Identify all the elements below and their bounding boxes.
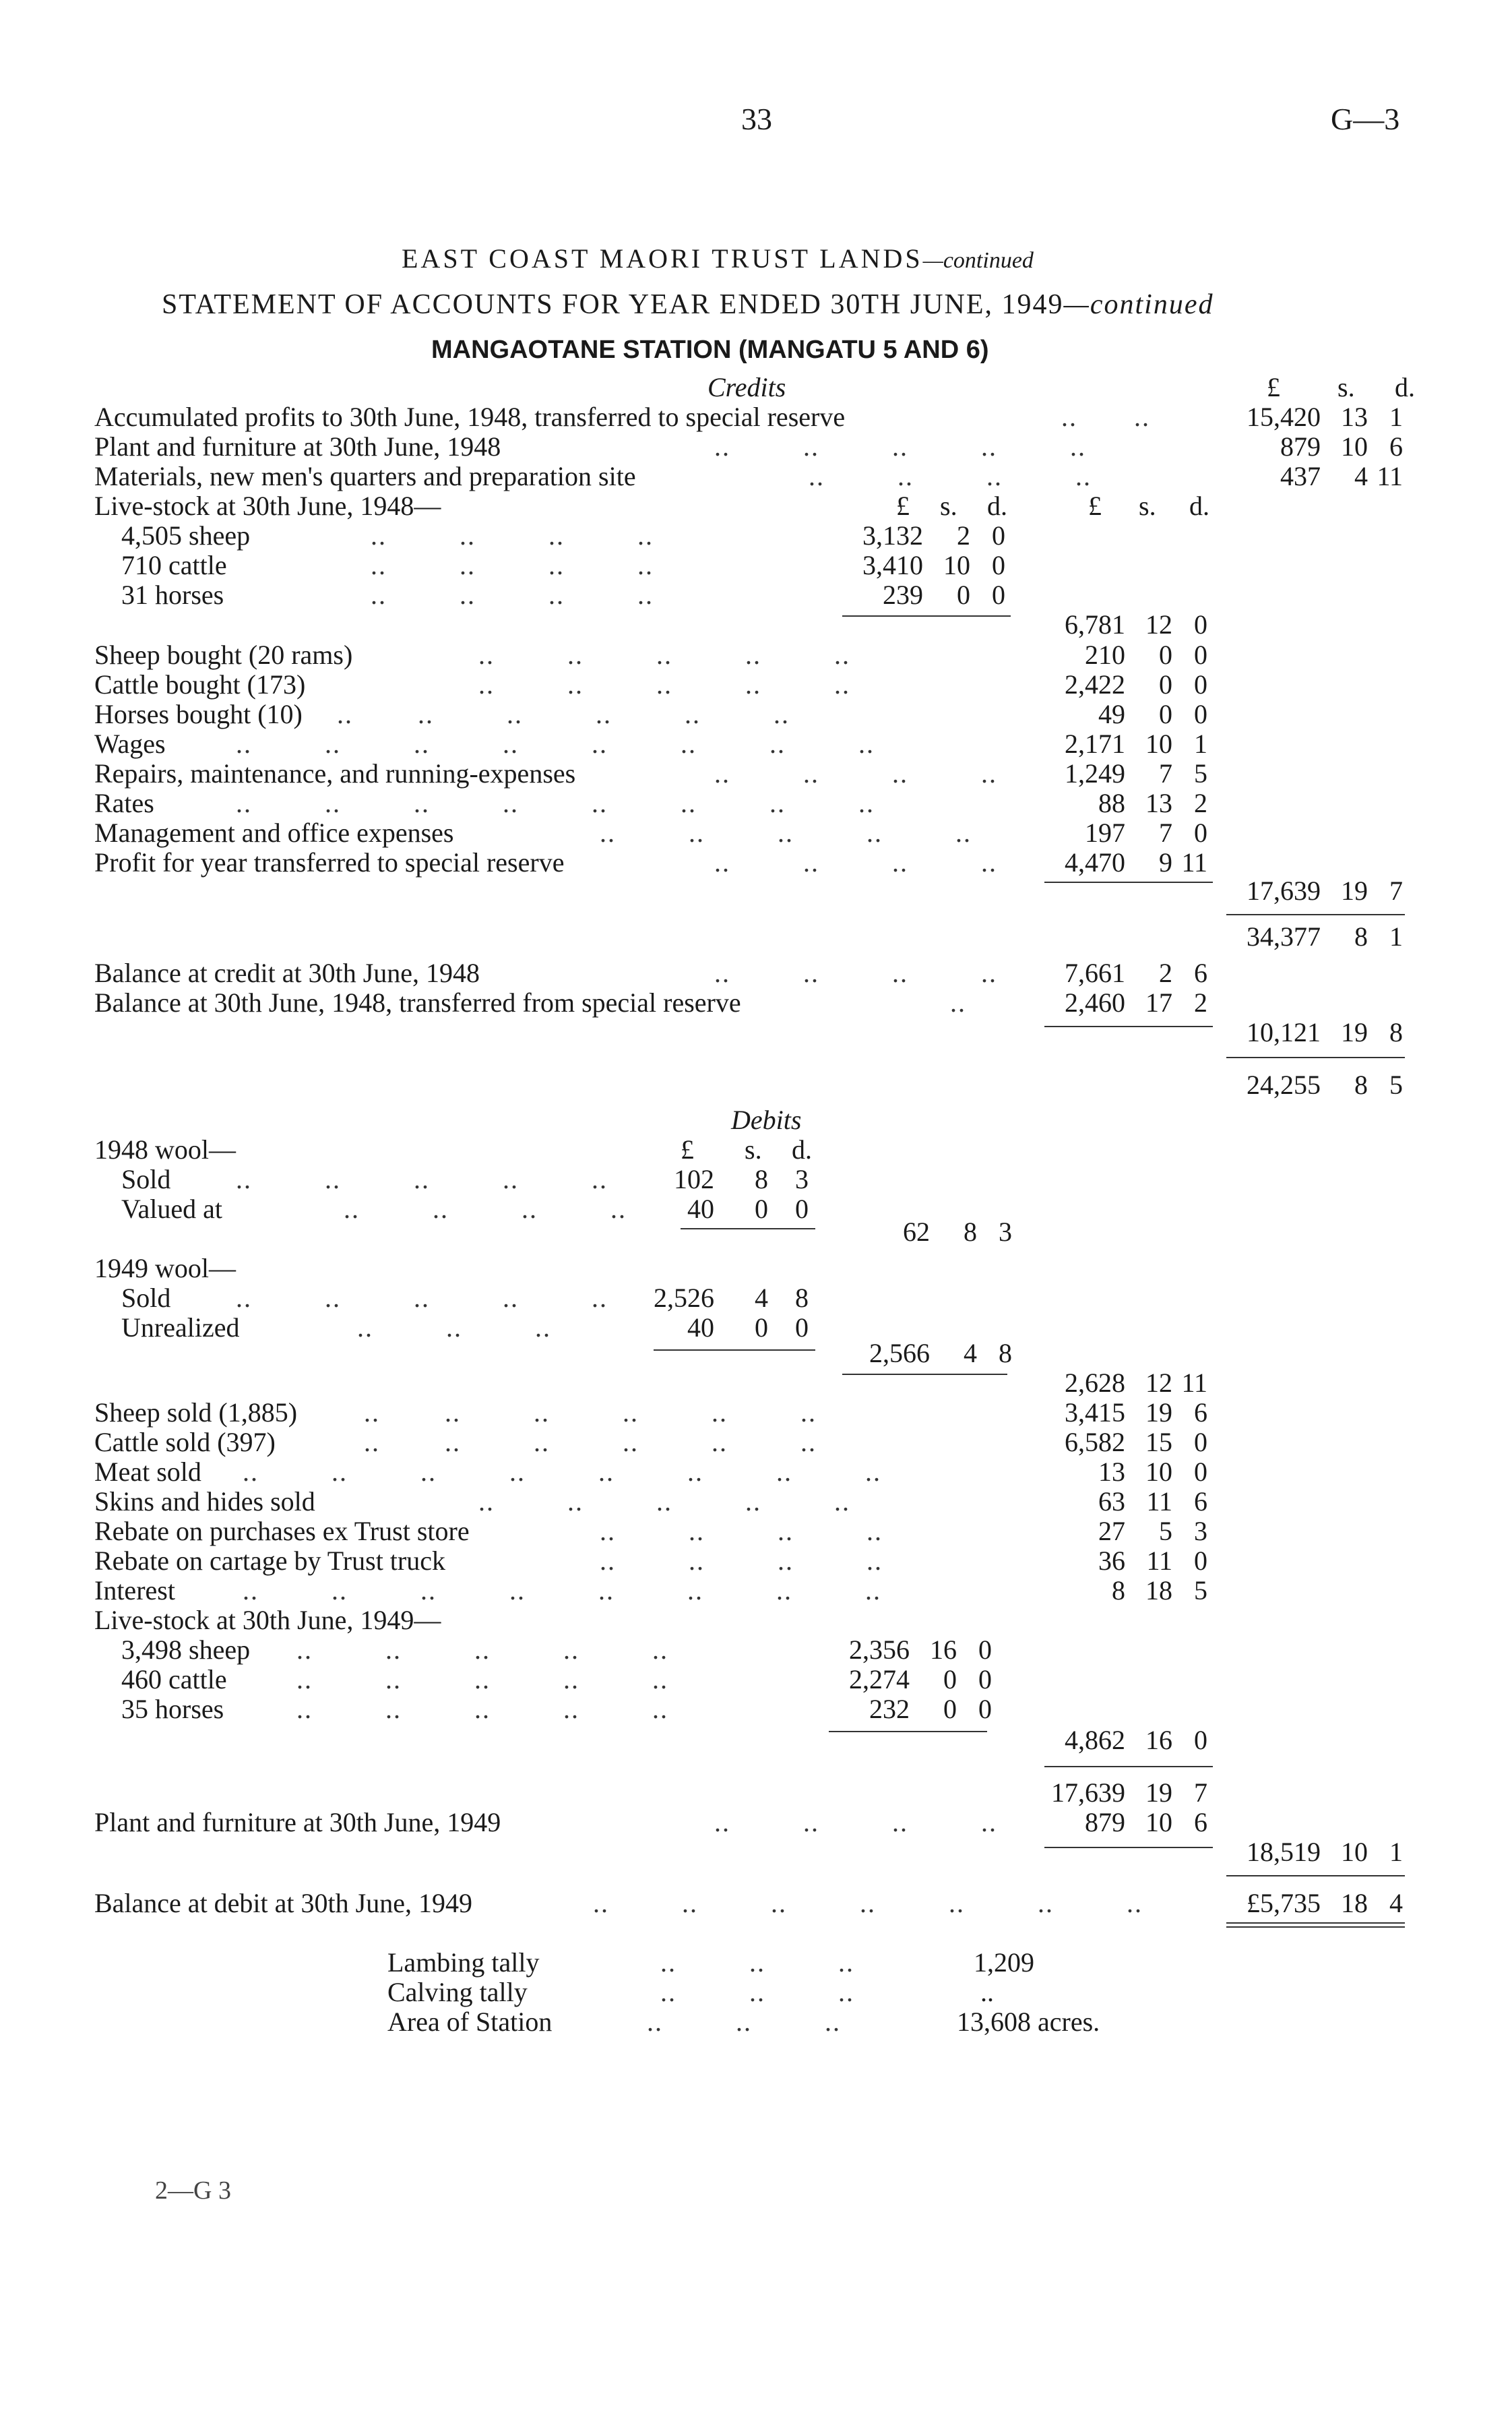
credit-materials-label: Materials, new men's quarters and preparation site (94, 461, 636, 491)
debit-item-shillings: 10 (1145, 1457, 1172, 1487)
credit-item-shillings: 0 (1159, 699, 1172, 729)
balance-credit-label: Balance at credit at 30th June, 1948 (94, 958, 480, 988)
debit-item-label: Cattle sold (397) (94, 1427, 276, 1457)
debit-wool-total-pence: 11 (1181, 1368, 1207, 1398)
credit-item-pence: 0 (1194, 699, 1207, 729)
station-title: MANGAOTANE STATION (MANGATU 5 AND 6) (431, 336, 989, 364)
leader-dots: .. .. .. (660, 1947, 854, 1978)
debit-wool-shillings: 0 (755, 1312, 768, 1343)
leader-dots: .. .. .. .. (714, 758, 997, 789)
debit-wool-item: Sold (121, 1164, 171, 1194)
debit-item-pence: 6 (1194, 1486, 1207, 1517)
leader-dots: .. .. .. .. .. (296, 1664, 668, 1694)
debit-plant-pounds: 879 (1085, 1807, 1125, 1837)
credit-grand-pence: 1 (1389, 921, 1403, 952)
total-rule (1226, 1057, 1405, 1058)
debit-item-label: Sheep sold (1,885) (94, 1397, 298, 1428)
double-rule-top (1226, 1922, 1405, 1924)
debit-item-pence: 0 (1194, 1457, 1207, 1487)
credit-livestock-item: 4,505 sheep (121, 520, 251, 551)
leader-dots: .. .. (1061, 402, 1150, 432)
debit-livestock-label: Live-stock at 30th June, 1949— (94, 1605, 441, 1635)
subtotal-rule (1044, 1026, 1213, 1027)
credit-grand-pounds: 34,377 (1247, 921, 1321, 952)
debit-item-label: Rebate on purchases ex Trust store (94, 1516, 470, 1546)
debit-livestock-shillings: 16 (930, 1634, 957, 1665)
debit-item-pence: 5 (1194, 1575, 1207, 1606)
credit-item-pounds: 1,249 (1065, 758, 1125, 789)
sub-pence-header: d. (987, 491, 1007, 521)
credit-item-pence: 1 (1194, 729, 1207, 759)
leader-dots: .. .. .. .. .. (478, 1486, 850, 1517)
debit-item-label: Skins and hides sold (94, 1486, 315, 1517)
credit-item-label: Profit for year transferred to special reserve (94, 847, 565, 878)
debit-wool1949-total-pence: 8 (999, 1338, 1012, 1368)
credit-plant-shillings: 10 (1341, 431, 1368, 462)
subtotal-rule (842, 1374, 1007, 1375)
credit-livestock-shillings: 2 (957, 520, 970, 551)
leader-dots: .. .. .. .. .. (296, 1694, 668, 1724)
main-title: EAST COAST MAORI TRUST LANDS—continued (402, 243, 1034, 274)
credit-item-pounds: 4,470 (1065, 847, 1125, 878)
subtotal-rule (1044, 882, 1213, 883)
balance-transfer-pounds: 2,460 (1065, 987, 1125, 1018)
debit-item-pounds: 6,582 (1065, 1427, 1125, 1457)
credit-item-label: Sheep bought (20 rams) (94, 640, 353, 670)
subtotal-rule (681, 1228, 815, 1229)
credit-item-label: Cattle bought (173) (94, 669, 306, 700)
debit-livestock-shillings: 0 (943, 1664, 957, 1694)
credit-item-pence: 0 (1194, 818, 1207, 848)
debit-subtotal-pounds: 17,639 (1051, 1777, 1125, 1808)
debit-plant-total-pounds: 18,519 (1247, 1837, 1321, 1867)
col-pence-header: d. (1395, 372, 1415, 402)
debit-item-shillings: 18 (1145, 1575, 1172, 1606)
credit-accumulated-shillings: 13 (1341, 402, 1368, 432)
wool-pound-header: £ (681, 1134, 694, 1165)
credit-item-pence: 5 (1194, 758, 1207, 789)
tally-label: Calving tally (387, 1977, 528, 2007)
tally-value: 13,608 acres. (957, 2007, 1100, 2037)
debit-wool-pounds: 2,526 (654, 1283, 714, 1313)
leader-dots: .. .. .. .. (371, 520, 654, 551)
credit-item-shillings: 7 (1159, 818, 1172, 848)
credit-item-shillings: 9 (1159, 847, 1172, 878)
leader-dots: .. .. .. .. (809, 461, 1092, 491)
debit-wool-total-pounds: 2,628 (1065, 1368, 1125, 1398)
credit-livestock-pence: 0 (992, 580, 1005, 610)
subtotal-rule (1044, 1766, 1213, 1767)
debit-wool-pence: 0 (795, 1312, 809, 1343)
debit-item-pounds: 36 (1098, 1546, 1125, 1576)
credit-item-shillings: 13 (1145, 788, 1172, 818)
leader-dots: .. .. .. .. .. (714, 431, 1086, 462)
footer-signature: 2—G 3 (155, 2176, 231, 2205)
debit-item-pounds: 27 (1098, 1516, 1125, 1546)
leader-dots: .. .. .. .. .. .. (364, 1397, 817, 1428)
credit-plant-label: Plant and furniture at 30th June, 1948 (94, 431, 501, 462)
credit-materials-pounds: 437 (1280, 461, 1321, 491)
leader-dots: .. .. .. .. (600, 1516, 883, 1546)
debit-wool-pence: 0 (795, 1194, 809, 1224)
credit-item-shillings: 10 (1145, 729, 1172, 759)
col-shilling-header: s. (1337, 372, 1355, 402)
debit-livestock-total-shillings: 16 (1145, 1725, 1172, 1755)
leader-dots: .. .. .. .. (714, 958, 997, 988)
debit-wool-item: Sold (121, 1283, 171, 1313)
debit-wool1948-label: 1948 wool— (94, 1134, 236, 1165)
credit-item-pence: 0 (1194, 640, 1207, 670)
wool-pence-header: d. (792, 1134, 812, 1165)
credit-livestock-item: 31 horses (121, 580, 224, 610)
debit-plant-pence: 6 (1194, 1807, 1207, 1837)
credit-item-pounds: 2,422 (1065, 669, 1125, 700)
leader-dots: .. .. .. .. .. (236, 1164, 608, 1194)
debit-wool1949-total-shillings: 4 (964, 1338, 977, 1368)
debit-wool-total-shillings: 12 (1145, 1368, 1172, 1398)
credit-item-pounds: 49 (1098, 699, 1125, 729)
debit-item-label: Interest (94, 1575, 175, 1606)
tally-value: 1,209 (974, 1947, 1034, 1978)
debit-item-label: Meat sold (94, 1457, 201, 1487)
statement-title: STATEMENT OF ACCOUNTS FOR YEAR ENDED 30TH JUNE, 1949—continued (162, 289, 1214, 320)
leader-dots: .. .. .. .. .. .. (337, 699, 790, 729)
credit-item-label: Rates (94, 788, 154, 818)
leader-dots: .. .. .. .. .. .. (364, 1427, 817, 1457)
leader-dots: .. .. .. .. (714, 847, 997, 878)
total-rule (1226, 1875, 1405, 1876)
credit-item-pounds: 210 (1085, 640, 1125, 670)
debit-wool1949-total-pounds: 2,566 (869, 1338, 930, 1368)
debit-item-shillings: 5 (1159, 1516, 1172, 1546)
debit-subtotal-pence: 7 (1194, 1777, 1207, 1808)
debit-wool-shillings: 8 (755, 1164, 768, 1194)
page-number: 33 (741, 102, 772, 136)
leader-dots: .. .. .. .. .. .. .. .. (243, 1457, 881, 1487)
leader-dots: .. .. .. .. .. (236, 1283, 608, 1313)
credit-livestock-shillings: 10 (943, 550, 970, 580)
credit-livestock-label: Live-stock at 30th June, 1948— (94, 491, 441, 521)
credit-item-label: Horses bought (10) (94, 699, 303, 729)
debit-livestock-total-pence: 0 (1194, 1725, 1207, 1755)
credit-livestock-total-shillings: 12 (1145, 609, 1172, 640)
credit-livestock-shillings: 0 (957, 580, 970, 610)
debit-wool-shillings: 0 (755, 1194, 768, 1224)
credit-item-pounds: 88 (1098, 788, 1125, 818)
leader-dots: .. (950, 987, 966, 1018)
debit-plant-total-shillings: 10 (1341, 1837, 1368, 1867)
subtotal-rule (829, 1731, 987, 1732)
credit-item-pence: 2 (1194, 788, 1207, 818)
leader-dots: .. .. .. .. .. (600, 818, 972, 848)
debit-item-pounds: 3,415 (1065, 1397, 1125, 1428)
debit-item-pence: 0 (1194, 1427, 1207, 1457)
debit-wool-shillings: 4 (755, 1283, 768, 1313)
credit-items-total-shillings: 19 (1341, 876, 1368, 906)
debit-item-pounds: 8 (1112, 1575, 1125, 1606)
leader-dots: .. .. .. .. (371, 550, 654, 580)
balance-debit-pence: 4 (1389, 1888, 1403, 1918)
debit-item-pounds: 63 (1098, 1486, 1125, 1517)
debit-item-pence: 0 (1194, 1546, 1207, 1576)
leader-dots: .. .. .. (660, 1977, 854, 2007)
debit-wool1948-total-pounds: 62 (903, 1217, 930, 1247)
debit-livestock-total-pounds: 4,862 (1065, 1725, 1125, 1755)
debit-wool-pence: 3 (795, 1164, 809, 1194)
credit-plant-pounds: 879 (1280, 431, 1321, 462)
wool-shilling-header: s. (745, 1134, 762, 1165)
balance-debit-shillings: 18 (1341, 1888, 1368, 1918)
debit-livestock-pounds: 2,356 (849, 1634, 910, 1665)
debit-item-pounds: 13 (1098, 1457, 1125, 1487)
debit-item-pence: 3 (1194, 1516, 1207, 1546)
credit-accumulated-pounds: 15,420 (1247, 402, 1321, 432)
balance-credit-shillings: 2 (1159, 958, 1172, 988)
debit-wool-pounds: 40 (687, 1312, 714, 1343)
tally-label: Lambing tally (387, 1947, 540, 1978)
balance-transfer-label: Balance at 30th June, 1948, transferred from special reserve (94, 987, 741, 1018)
leader-dots: .. .. .. (357, 1312, 551, 1343)
debit-plant-shillings: 10 (1145, 1807, 1172, 1837)
credit-livestock-pounds: 239 (883, 580, 923, 610)
leader-dots: .. .. .. .. .. .. .. .. (236, 729, 875, 759)
debit-livestock-pence: 0 (978, 1664, 992, 1694)
debit-item-label: Rebate on cartage by Trust truck (94, 1546, 445, 1576)
balance-total-pence: 8 (1389, 1017, 1403, 1047)
credit-item-pence: 11 (1181, 847, 1207, 878)
total-rule (1226, 914, 1405, 915)
tally-label: Area of Station (387, 2007, 553, 2037)
credit-livestock-total-pounds: 6,781 (1065, 609, 1125, 640)
leader-dots: .. .. .. .. (371, 580, 654, 610)
debit-livestock-pence: 0 (978, 1694, 992, 1724)
credit-accumulated-label: Accumulated profits to 30th June, 1948, transferred to special reserve (94, 402, 846, 432)
leader-dots: .. .. .. .. .. .. .. .. (243, 1575, 881, 1606)
credit-grand-shillings: 8 (1354, 921, 1368, 952)
credit-item-pounds: 2,171 (1065, 729, 1125, 759)
credits-heading: Credits (707, 372, 786, 402)
leader-dots: .. .. .. (647, 2007, 841, 2037)
leader-dots: .. .. .. .. .. (478, 669, 850, 700)
credit-item-label: Management and office expenses (94, 818, 454, 848)
leader-dots: .. .. .. .. .. .. .. (593, 1888, 1143, 1918)
debit-wool1948-total-shillings: 8 (964, 1217, 977, 1247)
credit-materials-shillings: 4 (1354, 461, 1368, 491)
credit-accumulated-pence: 1 (1389, 402, 1403, 432)
debit-item-shillings: 11 (1146, 1486, 1172, 1517)
credit-materials-pence: 11 (1377, 461, 1403, 491)
debit-livestock-pounds: 232 (869, 1694, 910, 1724)
debit-item-shillings: 15 (1145, 1427, 1172, 1457)
balance-debit-pounds: £5,735 (1247, 1888, 1321, 1918)
debit-wool1949-label: 1949 wool— (94, 1253, 236, 1283)
credit-items-total-pence: 7 (1389, 876, 1403, 906)
debit-wool1948-total-pence: 3 (999, 1217, 1012, 1247)
subtotal-rule (842, 615, 1011, 617)
debit-wool-item: Unrealized (121, 1312, 240, 1343)
series-code: G—3 (1331, 102, 1400, 136)
balance-debit-label: Balance at debit at 30th June, 1949 (94, 1888, 472, 1918)
balance-credit-pence: 6 (1194, 958, 1207, 988)
credit-final-pounds: 24,255 (1247, 1070, 1321, 1100)
debit-item-pence: 6 (1194, 1397, 1207, 1428)
credit-livestock-item: 710 cattle (121, 550, 227, 580)
debit-wool-pounds: 102 (674, 1164, 714, 1194)
credit-item-pounds: 197 (1085, 818, 1125, 848)
balance-transfer-pence: 2 (1194, 987, 1207, 1018)
credit-item-pence: 0 (1194, 669, 1207, 700)
debit-item-shillings: 11 (1146, 1546, 1172, 1576)
debit-wool-pounds: 40 (687, 1194, 714, 1224)
debit-livestock-pounds: 2,274 (849, 1664, 910, 1694)
balance-total-pounds: 10,121 (1247, 1017, 1321, 1047)
subtotal-rule (1044, 1847, 1213, 1848)
debit-plant-total-pence: 1 (1389, 1837, 1403, 1867)
credit-plant-pence: 6 (1389, 431, 1403, 462)
mid-pence-header: d. (1189, 491, 1209, 521)
credit-final-pence: 5 (1389, 1070, 1403, 1100)
credit-livestock-total-pence: 0 (1194, 609, 1207, 640)
debits-heading: Debits (731, 1105, 802, 1135)
balance-credit-pounds: 7,661 (1065, 958, 1125, 988)
debit-plant-label: Plant and furniture at 30th June, 1949 (94, 1807, 501, 1837)
credit-item-shillings: 0 (1159, 669, 1172, 700)
debit-livestock-shillings: 0 (943, 1694, 957, 1724)
credit-livestock-pounds: 3,410 (862, 550, 923, 580)
mid-pound-header: £ (1088, 491, 1102, 521)
debit-livestock-item: 3,498 sheep (121, 1634, 251, 1665)
leader-dots: .. .. .. .. .. .. .. .. (236, 788, 875, 818)
balance-total-shillings: 19 (1341, 1017, 1368, 1047)
debit-wool-item: Valued at (121, 1194, 222, 1224)
mid-shilling-header: s. (1139, 491, 1156, 521)
debit-wool-pence: 8 (795, 1283, 809, 1313)
balance-transfer-shillings: 17 (1145, 987, 1172, 1018)
credit-livestock-pounds: 3,132 (862, 520, 923, 551)
credit-final-shillings: 8 (1354, 1070, 1368, 1100)
subtotal-rule (654, 1349, 815, 1351)
debit-livestock-item: 35 horses (121, 1694, 224, 1724)
leader-dots: .. .. .. .. (344, 1194, 627, 1224)
debit-livestock-pence: 0 (978, 1634, 992, 1665)
leader-dots: .. .. .. .. (714, 1807, 997, 1837)
double-rule-bottom (1226, 1926, 1405, 1928)
leader-dots: .. .. .. .. (600, 1546, 883, 1576)
col-pound-header: £ (1267, 372, 1280, 402)
credit-livestock-pence: 0 (992, 520, 1005, 551)
credit-item-label: Repairs, maintenance, and running-expenses (94, 758, 576, 789)
debit-item-shillings: 19 (1145, 1397, 1172, 1428)
debit-subtotal-shillings: 19 (1145, 1777, 1172, 1808)
leader-dots: .. .. .. .. .. (478, 640, 850, 670)
credit-item-shillings: 0 (1159, 640, 1172, 670)
sub-shilling-header: s. (940, 491, 957, 521)
credit-item-label: Wages (94, 729, 166, 759)
sub-pound-header: £ (896, 491, 910, 521)
credit-items-total-pounds: 17,639 (1247, 876, 1321, 906)
debit-livestock-item: 460 cattle (121, 1664, 227, 1694)
tally-value: .. (980, 1977, 994, 2007)
leader-dots: .. .. .. .. .. (296, 1634, 668, 1665)
credit-item-shillings: 7 (1159, 758, 1172, 789)
credit-livestock-pence: 0 (992, 550, 1005, 580)
